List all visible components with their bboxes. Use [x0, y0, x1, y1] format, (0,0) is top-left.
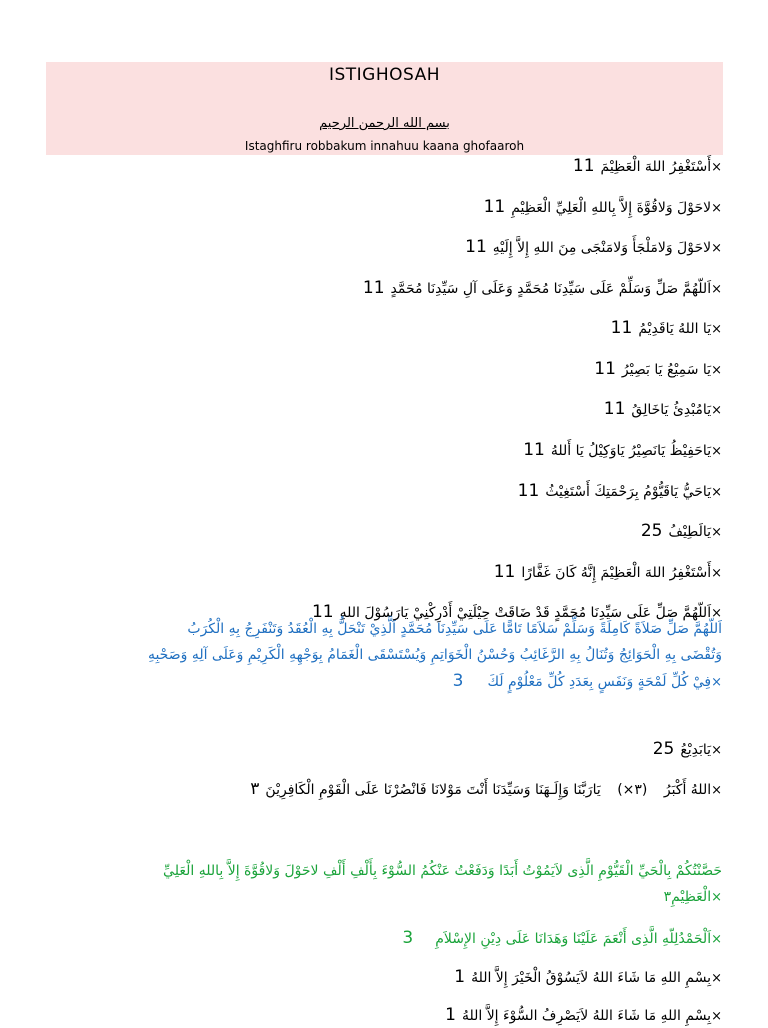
dzikir-text: لاحَوْلَ وَلاقُوَّةَ إِلاَّ بِاللهِ الْعَلِيِّ الْعَظِيْمِ [511, 200, 712, 216]
dzikir-line [588, 358, 722, 382]
dzikir-text: اَلْحَمْدُلِلّهِ الَّذِى أَنْعَمَ عَلَيْنَا وَهَدَانَا عَلَى دِيْنِ الإِسْلاَمِ [435, 931, 712, 947]
paragraph-text: الْعَظِيْمِ [671, 889, 712, 905]
dzikir-text: اَللّهُمَّ صَلِّ وَسَلِّمْ عَلَى سَيِّدِنَا مُحَمَّدٍ وَعَلَى آلِ سَيِّدِنَا مُحَمَّدٍ [390, 281, 712, 297]
paragraph-line: اَللّهُمَّ صَلِّ صَلاَةً كَامِلَةً وَسَلِّمْ سَلاَمًا تَامًّا عَلَى سَيِّدِنَا مُحَمَّدٍ اَلَّذِيْ تَنْحَلُّ بِهِ الْعُقَدُ وَتَنْفَرِجُ بِهِ الْكُرَبُ [187, 621, 722, 637]
dzikir-text: يَاحَيُّ يَاقَيُّوْمُ بِرَحْمَتِكَ أَسْتَغِيْثُ [545, 484, 712, 500]
dzikir-text: أَسْتَغْفِرُ اللهَ الْعَظِيْمَ إِنَّهُ كَانَ غَفَّارًا [521, 565, 712, 581]
dzikir-text: اَللّهُمَّ صَلِّ عَلَى سَيِّدِنَا مُحَمَّدٍ قَدْ ضَاقَتْ حِيْلَتِيْ أَدْرِكْنِيْ يَارَسُوْلَ اللهِ [339, 605, 712, 621]
dzikir-line [448, 966, 722, 990]
paragraph-line [52, 668, 722, 696]
times-mark: × [711, 322, 722, 337]
repeat-count: 1 [454, 967, 466, 987]
times-mark: × [711, 783, 722, 798]
repeat-count: 1 [445, 1005, 456, 1025]
dzikir-text: يَا اللهُ يَاقَدِيْمُ [638, 321, 712, 337]
times-mark: × [711, 971, 722, 986]
dzikir-text: بِسْمِ اللهِ مَا شَاءَ اللهُ لاَيَسُوْقُ الْخَيْرَ إِلاَّ اللهُ [471, 970, 712, 986]
repeat-count: 25 [640, 521, 663, 541]
times-mark: × [711, 363, 722, 378]
repeat-count: 11 [465, 237, 487, 257]
repeat-count: 11 [362, 278, 385, 298]
dzikir-line [512, 480, 722, 504]
dzikir-line [439, 1004, 722, 1028]
repeat-count: 11 [523, 440, 545, 460]
times-mark: × [711, 932, 722, 947]
dzikir-line [567, 155, 722, 179]
times-mark: × [711, 525, 722, 540]
dzikir-text: اللهُ أَكْبَرُ [663, 782, 712, 798]
paragraph-line: حَصَّنْتُكُمْ بِالْحَيِّ الْقَيُّوْمِ الَّذِى لاَيَمُوْتُ أَبَدًا وَدَفَعْتُ عَنْكُمُ السُّوْءَ بِأَلْفِ أَلْفِ لاحَوْلَ وَلاقُوَّةَ إِلاَّ بِاللهِ الْعَلِيِّ [163, 863, 722, 879]
times-mark: × [711, 403, 722, 418]
dzikir-line [635, 520, 722, 544]
dzikir-text: يَاحَفِيْظُ يَانَصِيْرُ يَاوَكِيْلُ يَا أَللهُ [550, 443, 712, 459]
repeat-count: ٣ [663, 889, 672, 905]
repeat-count: ٣ [250, 779, 260, 799]
repeat-count: 11 [311, 602, 334, 622]
repeat-count: 11 [517, 481, 540, 501]
transliteration-text: Istaghfiru robbakum innahuu kaana ghofaaroh [244, 139, 525, 153]
dzikir-line [244, 778, 722, 802]
times-mark: × [711, 890, 722, 905]
dzikir-text: يَابَدِيْعُ [680, 742, 712, 758]
paragraph-line [52, 884, 722, 911]
times-mark: × [711, 241, 722, 256]
dzikir-text: بِسْمِ اللهِ مَا شَاءَ اللهُ لاَيَصْرِفُ السُّوْءَ إِلاَّ اللهُ [461, 1008, 712, 1024]
dzikir-line [517, 439, 722, 463]
sholawat-nariyah-paragraph [52, 616, 722, 696]
times-mark: × [711, 485, 722, 500]
repeat-count: 11 [572, 156, 595, 176]
times-mark: × [711, 675, 722, 690]
repeat-count: 11 [483, 197, 506, 217]
times-mark: × [711, 566, 722, 581]
dzikir-text: يَالَطِيْفُ [668, 524, 712, 540]
repeat-count: 11 [603, 399, 626, 419]
bismillah-text: بسم الله الرحمن الرحيم [319, 116, 450, 131]
paragraph-line: وَتُقْضَى بِهِ الْحَوَائِجُ وَتُنَالُ بِهِ الرَّغَائِبُ وَحُسْنُ الْخَوَاتِمِ وَيُسْتَسْقَى الْغَمَامُ بِوَجْهِهِ الْكَرِيْمِ وَعَلَى آلِهِ وَصَحْبِهِ [147, 647, 722, 663]
dzikir-text: يَا سَمِيْعُ يَا بَصِيْرُ [621, 362, 712, 378]
dzikir-line [488, 561, 722, 585]
repeat-count: 11 [594, 359, 616, 379]
repeat-count: 11 [493, 562, 516, 582]
times-mark: × [711, 444, 722, 459]
dzikir-line [605, 317, 722, 341]
times-mark: × [711, 160, 722, 175]
dzikir-text: لاحَوْلَ وَلامَلْجَأَ وَلامَنْجَى مِنَ اللهِ إِلاَّ إِلَيْهِ [492, 240, 712, 256]
repeat-count: 11 [610, 318, 633, 338]
dzikir-line [380, 927, 722, 951]
repeat-count: 3 [452, 671, 464, 691]
times-mark: × [711, 282, 722, 297]
hizib-paragraph [52, 858, 722, 911]
times-mark: × [711, 1009, 722, 1024]
dzikir-line [598, 398, 722, 422]
paragraph-text: فِيْ كُلِّ لَمْحَةٍ وَنَفَسٍ بِعَدَدِ كُلِّ مَعْلُوْمٍ لَكَ [487, 674, 712, 690]
dzikir-text: يَامُبْدِئُ يَاخَالِقُ [631, 402, 712, 418]
times-mark: × [711, 606, 722, 621]
dzikir-text: أَسْتَغْفِرُ اللهَ الْعَظِيْمَ [600, 159, 712, 175]
dzikir-line [647, 738, 722, 762]
times-label: (٣×) [617, 782, 648, 798]
times-mark: × [711, 743, 722, 758]
dzikir-line [478, 196, 722, 220]
times-mark: × [711, 201, 722, 216]
dzikir-line [459, 236, 722, 260]
page-title: ISTIGHOSAH [328, 65, 441, 85]
repeat-count: 3 [402, 928, 414, 948]
dzikir-text: يَارَبَّنَا وَإِلَـهَنَا وَسَيِّدَنَا أَنْتَ مَوْلانَا فَانْصُرْنَا عَلَى الْقَوْمِ الْكَافِرِيْنَ [265, 782, 601, 798]
repeat-count: 25 [652, 739, 675, 759]
dzikir-line [357, 277, 722, 301]
